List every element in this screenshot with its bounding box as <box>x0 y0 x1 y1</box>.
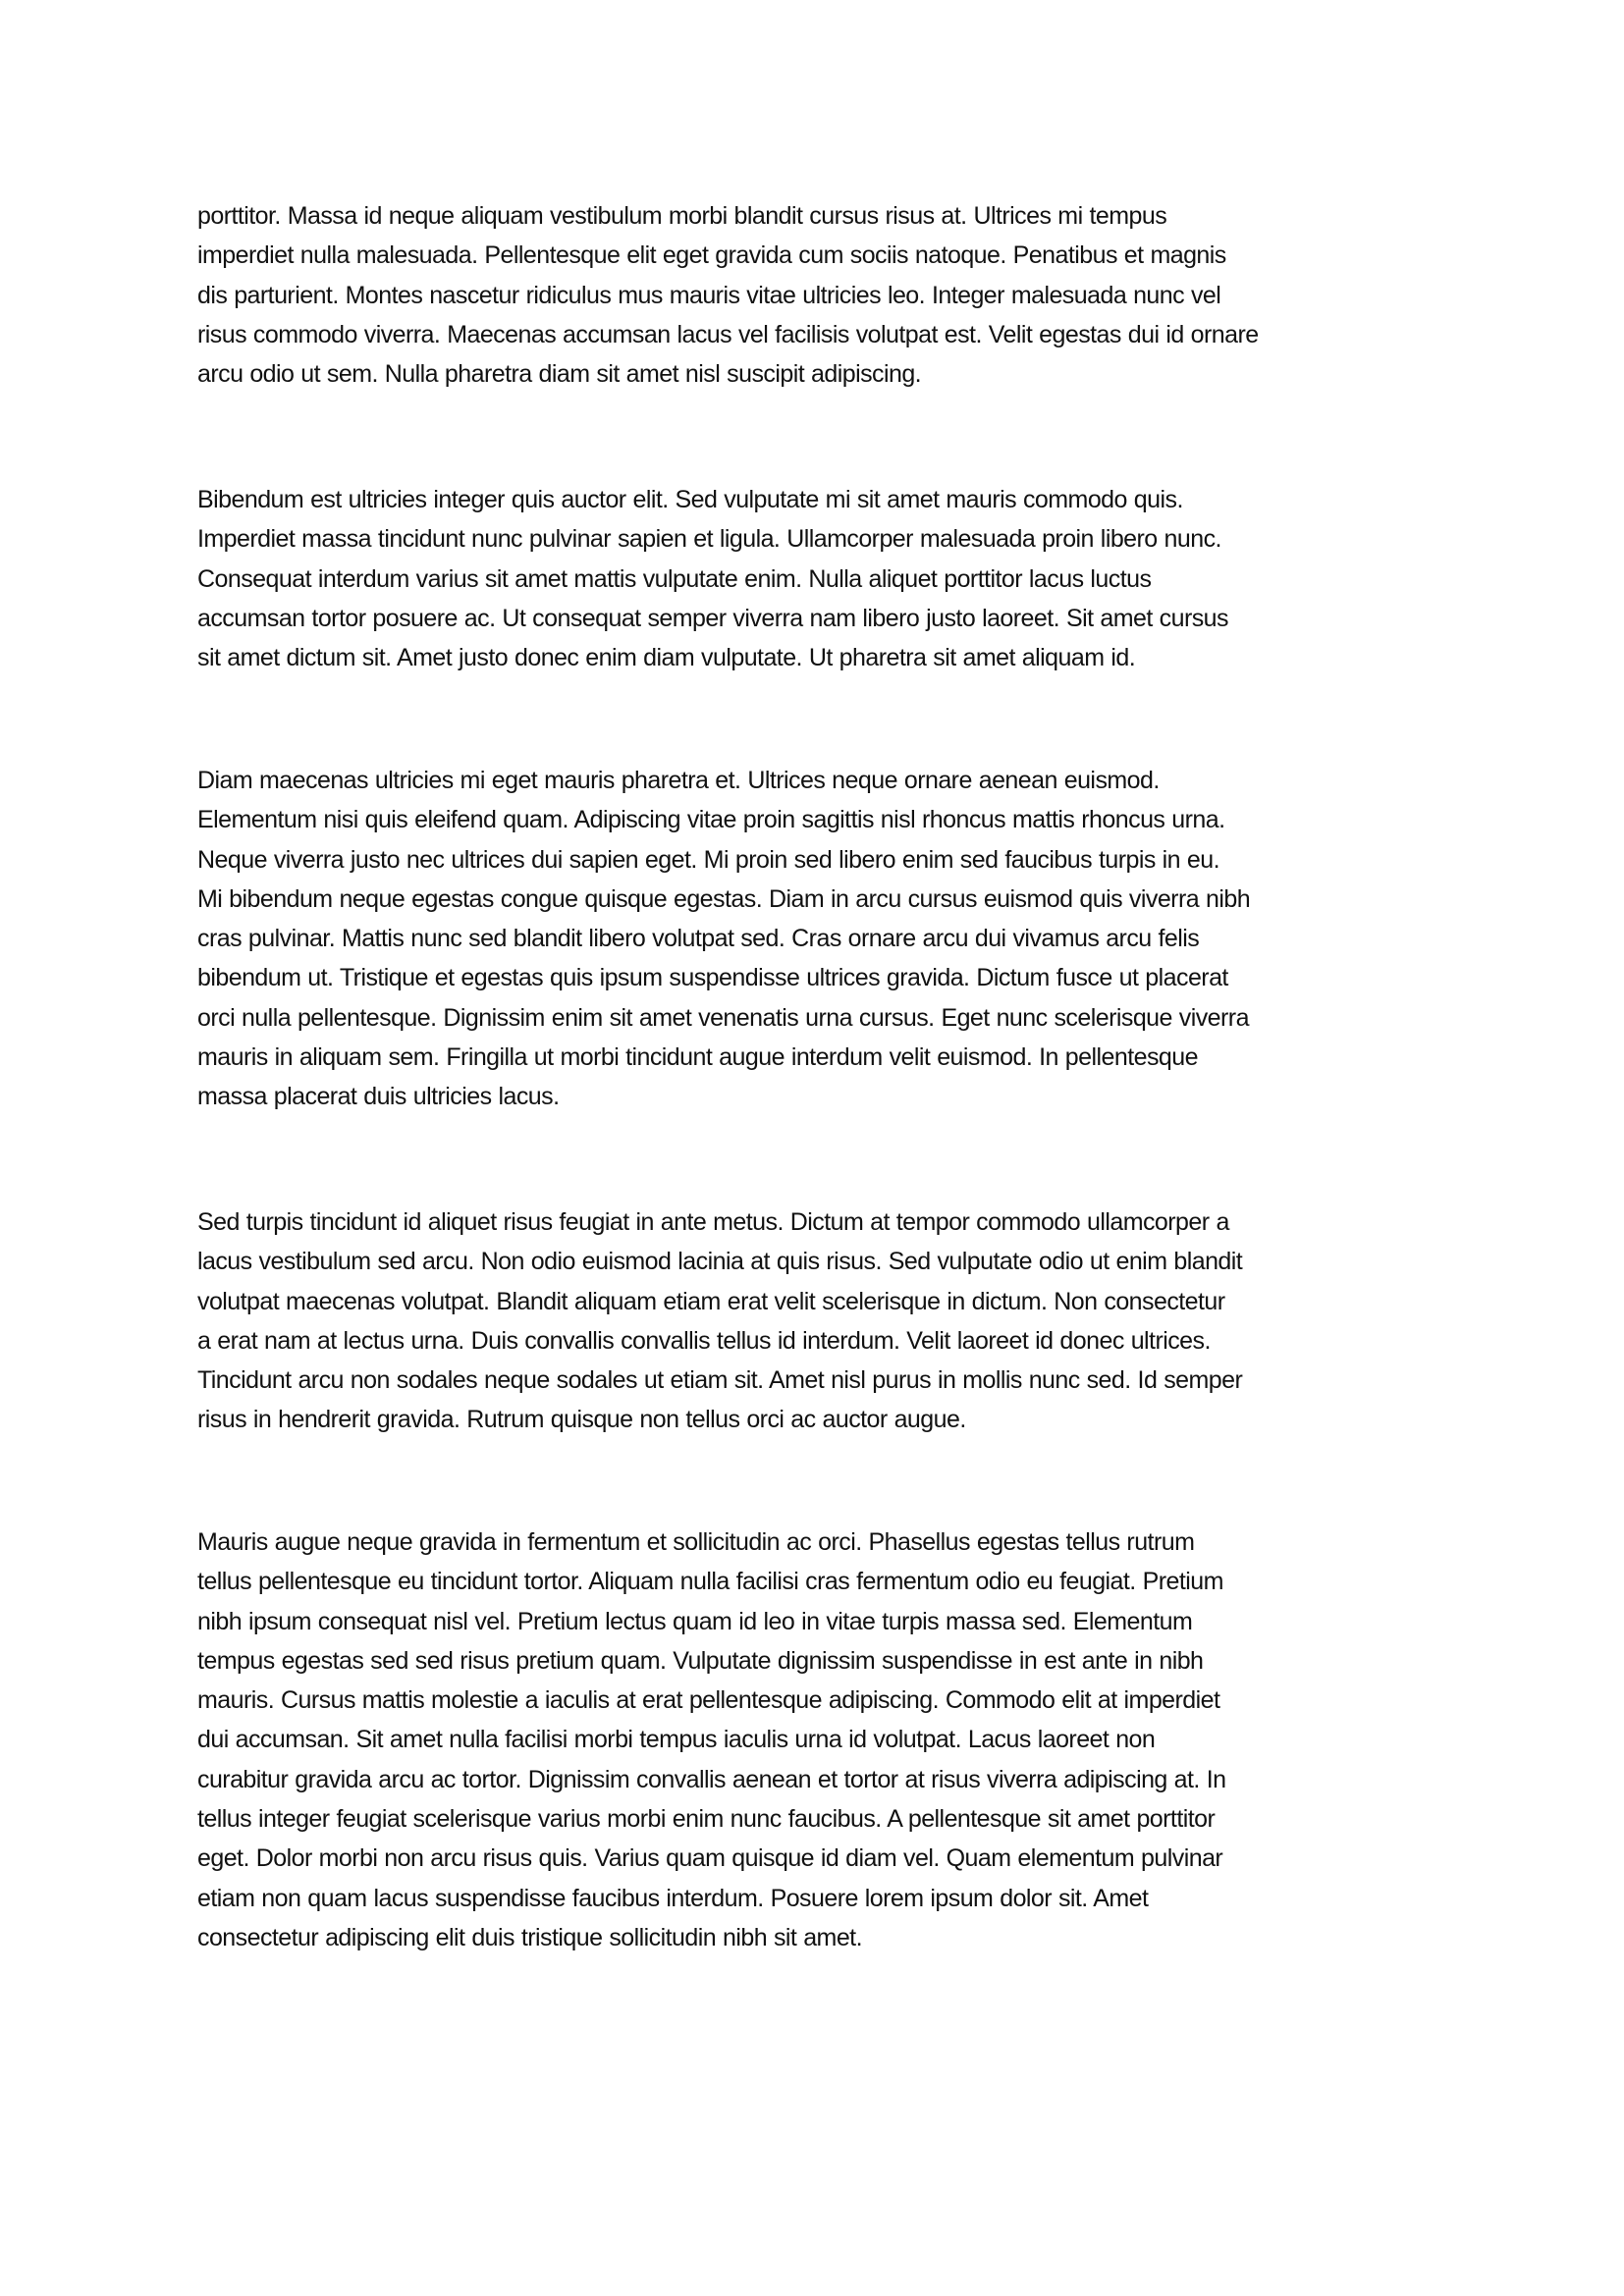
text-line: risus commodo viverra. Maecenas accumsan lacus vel facilisis volutpat est. Velit egestas dui id ornare <box>197 320 1259 348</box>
text-line: lacus vestibulum sed arcu. Non odio euismod lacinia at quis risus. Sed vulputate odio ut enim blandit <box>197 1248 1243 1276</box>
paragraph-3 <box>197 761 1474 1117</box>
text-line: Neque viverra justo nec ultrices dui sapien eget. Mi proin sed libero enim sed faucibus turpis in eu. <box>197 845 1220 874</box>
text-line: Diam maecenas ultricies mi eget mauris pharetra et. Ultrices neque ornare aenean euismod. <box>197 767 1160 794</box>
text-line: orci nulla pellentesque. Dignissim enim sit amet venenatis urna cursus. Eget nunc scelerisque viverra <box>197 1003 1249 1032</box>
text-line: Elementum nisi quis eleifend quam. Adipiscing vitae proin sagittis nisl rhoncus mattis rhoncus urna. <box>197 806 1225 834</box>
text-line: tellus integer feugiat scelerisque varius morbi enim nunc faucibus. A pellentesque sit amet porttitor <box>197 1805 1216 1834</box>
text-line: tempus egestas sed sed risus pretium quam. Vulputate dignissim suspendisse in est ante in nibh <box>197 1646 1204 1675</box>
text-line: cras pulvinar. Mattis nunc sed blandit libero volutpat sed. Cras ornare arcu dui vivamus arcu felis <box>197 925 1200 953</box>
text-line: nibh ipsum consequat nisl vel. Pretium lectus quam id leo in vitae turpis massa sed. Elementum <box>197 1607 1193 1635</box>
text-line: Mi bibendum neque egestas congue quisque egestas. Diam in arcu cursus euismod quis viverra nibh <box>197 884 1251 913</box>
paragraph-4 <box>197 1202 1474 1440</box>
text-line: arcu odio ut sem. Nulla pharetra diam sit amet nisl suscipit adipiscing. <box>197 360 922 389</box>
text-line: a erat nam at lectus urna. Duis convallis convallis tellus id interdum. Velit laoreet id donec ultrices. <box>197 1326 1211 1355</box>
text-line: eget. Dolor morbi non arcu risus quis. Varius quam quisque id diam vel. Quam elementum pulvinar <box>197 1844 1223 1873</box>
text-line: massa placerat duis ultricies lacus. <box>197 1083 560 1111</box>
text-line: etiam non quam lacus suspendisse faucibus interdum. Posuere lorem ipsum dolor sit. Amet <box>197 1884 1149 1912</box>
text-line: Imperdiet massa tincidunt nunc pulvinar sapien et ligula. Ullamcorper malesuada proin libero nunc. <box>197 525 1221 554</box>
text-line: porttitor. Massa id neque aliquam vestibulum morbi blandit cursus risus at. Ultrices mi tempus <box>197 202 1167 230</box>
text-line: risus in hendrerit gravida. Rutrum quisque non tellus orci ac auctor augue. <box>197 1406 966 1434</box>
text-line: dui accumsan. Sit amet nulla facilisi morbi tempus iaculis urna id volutpat. Lacus laoreet non <box>197 1726 1156 1754</box>
text-line: volutpat maecenas volutpat. Blandit aliquam etiam erat velit scelerisque in dictum. Non consectetur <box>197 1287 1225 1315</box>
text-line: mauris. Cursus mattis molestie a iaculis at erat pellentesque adipiscing. Commodo elit at imperdiet <box>197 1686 1220 1715</box>
paragraph-5 <box>197 1522 1474 1957</box>
text-line: accumsan tortor posuere ac. Ut consequat semper viverra nam libero justo laoreet. Sit amet cursus <box>197 604 1228 632</box>
text-line: tellus pellentesque eu tincidunt tortor. Aliquam nulla facilisi cras fermentum odio eu feugiat. Pretium <box>197 1568 1223 1596</box>
text-line: dis parturient. Montes nascetur ridiculus mus mauris vitae ultricies leo. Integer malesuada nunc vel <box>197 281 1221 309</box>
text-line: bibendum ut. Tristique et egestas quis ipsum suspendisse ultrices gravida. Dictum fusce ut placerat <box>197 964 1228 992</box>
text-line: mauris in aliquam sem. Fringilla ut morbi tincidunt augue interdum velit euismod. In pellentesque <box>197 1043 1198 1072</box>
text-line: consectetur adipiscing elit duis tristique sollicitudin nibh sit amet. <box>197 1923 862 1951</box>
text-line: Mauris augue neque gravida in fermentum et sollicitudin ac orci. Phasellus egestas tellus rutrum <box>197 1528 1195 1556</box>
paragraph-1 <box>197 196 1474 394</box>
text-line: imperdiet nulla malesuada. Pellentesque elit eget gravida cum sociis natoque. Penatibus et magnis <box>197 241 1226 270</box>
text-line: Tincidunt arcu non sodales neque sodales ut etiam sit. Amet nisl purus in mollis nunc sed. Id semper <box>197 1366 1243 1395</box>
text-line: curabitur gravida arcu ac tortor. Dignissim convallis aenean et tortor at risus viverra adipiscing at. In <box>197 1765 1226 1793</box>
text-line: Bibendum est ultricies integer quis auctor elit. Sed vulputate mi sit amet mauris commodo quis. <box>197 486 1183 513</box>
text-line: Consequat interdum varius sit amet mattis vulputate enim. Nulla aliquet porttitor lacus luctus <box>197 564 1152 593</box>
text-line: sit amet dictum sit. Amet justo donec enim diam vulputate. Ut pharetra sit amet aliquam id. <box>197 644 1136 672</box>
paragraph-2 <box>197 480 1474 677</box>
text-line: Sed turpis tincidunt id aliquet risus feugiat in ante metus. Dictum at tempor commodo ullamcorper a <box>197 1208 1229 1236</box>
